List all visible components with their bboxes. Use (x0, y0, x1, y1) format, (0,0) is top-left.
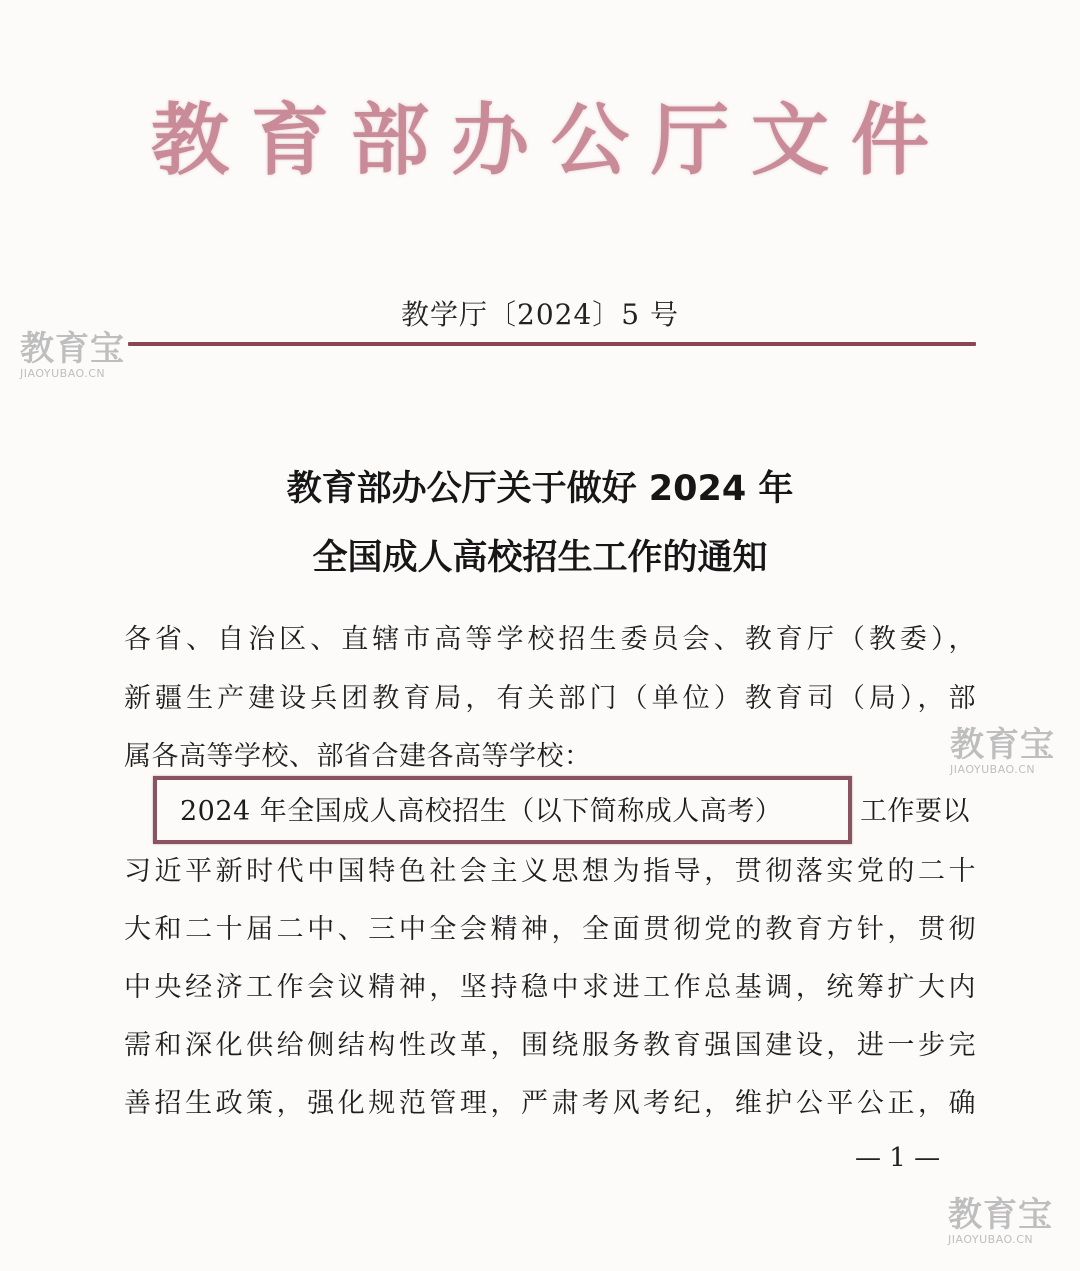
notice-title-line-2: 全国成人高校招生工作的通知 (312, 538, 768, 578)
watermark-brand: 教育宝 (20, 329, 125, 369)
recipients-line-3: 属各高等学校、部省合建各高等学校： (124, 741, 592, 772)
paragraph-line: 习近平新时代中国特色社会主义思想为指导，贯彻落实党的二十 (124, 856, 976, 887)
paragraph-line: 需和深化供给侧结构性改革，围绕服务教育强国建设，进一步完 (124, 1030, 976, 1061)
watermark-brand: 教育宝 (948, 1195, 1053, 1235)
paragraph-line: 善招生政策，强化规范管理，严肃考风考纪，维护公平公正，确 (124, 1088, 976, 1119)
watermark-url: JIAOYUBAO.CN (948, 1233, 1034, 1246)
recipients-line-1: 各省、自治区、直辖市高等学校招生委员会、教育厅（教委）， (124, 624, 976, 655)
notice-title-line-1: 教育部办公厅关于做好 2024 年 (286, 469, 794, 509)
watermark-logo (948, 1196, 1053, 1246)
paragraph-line: 大和二十届二中、三中全会精神，全面贯彻党的教育方针，贯彻 (124, 914, 976, 945)
watermark-brand: 教育宝 (950, 725, 1055, 765)
highlighted-text: 2024 年全国成人高校招生（以下简称成人高考） (180, 796, 783, 827)
highlight-tail-text: 工作要以 (860, 796, 970, 827)
watermark-logo (950, 726, 1055, 776)
red-separator-line (128, 342, 976, 346)
recipients-line-2: 新疆生产建设兵团教育局，有关部门（单位）教育司（局），部 (124, 683, 976, 714)
watermark-logo (20, 330, 125, 380)
watermark-url: JIAOYUBAO.CN (950, 763, 1036, 776)
paragraph-line: 中央经济工作会议精神，坚持稳中求进工作总基调，统筹扩大内 (124, 972, 976, 1003)
page-number: — 1 — (855, 1143, 941, 1173)
watermark-url: JIAOYUBAO.CN (20, 367, 106, 380)
masthead-title: 教育部办公厅文件 (150, 96, 951, 186)
document-number: 教学厅〔2024〕5 号 (401, 298, 679, 331)
